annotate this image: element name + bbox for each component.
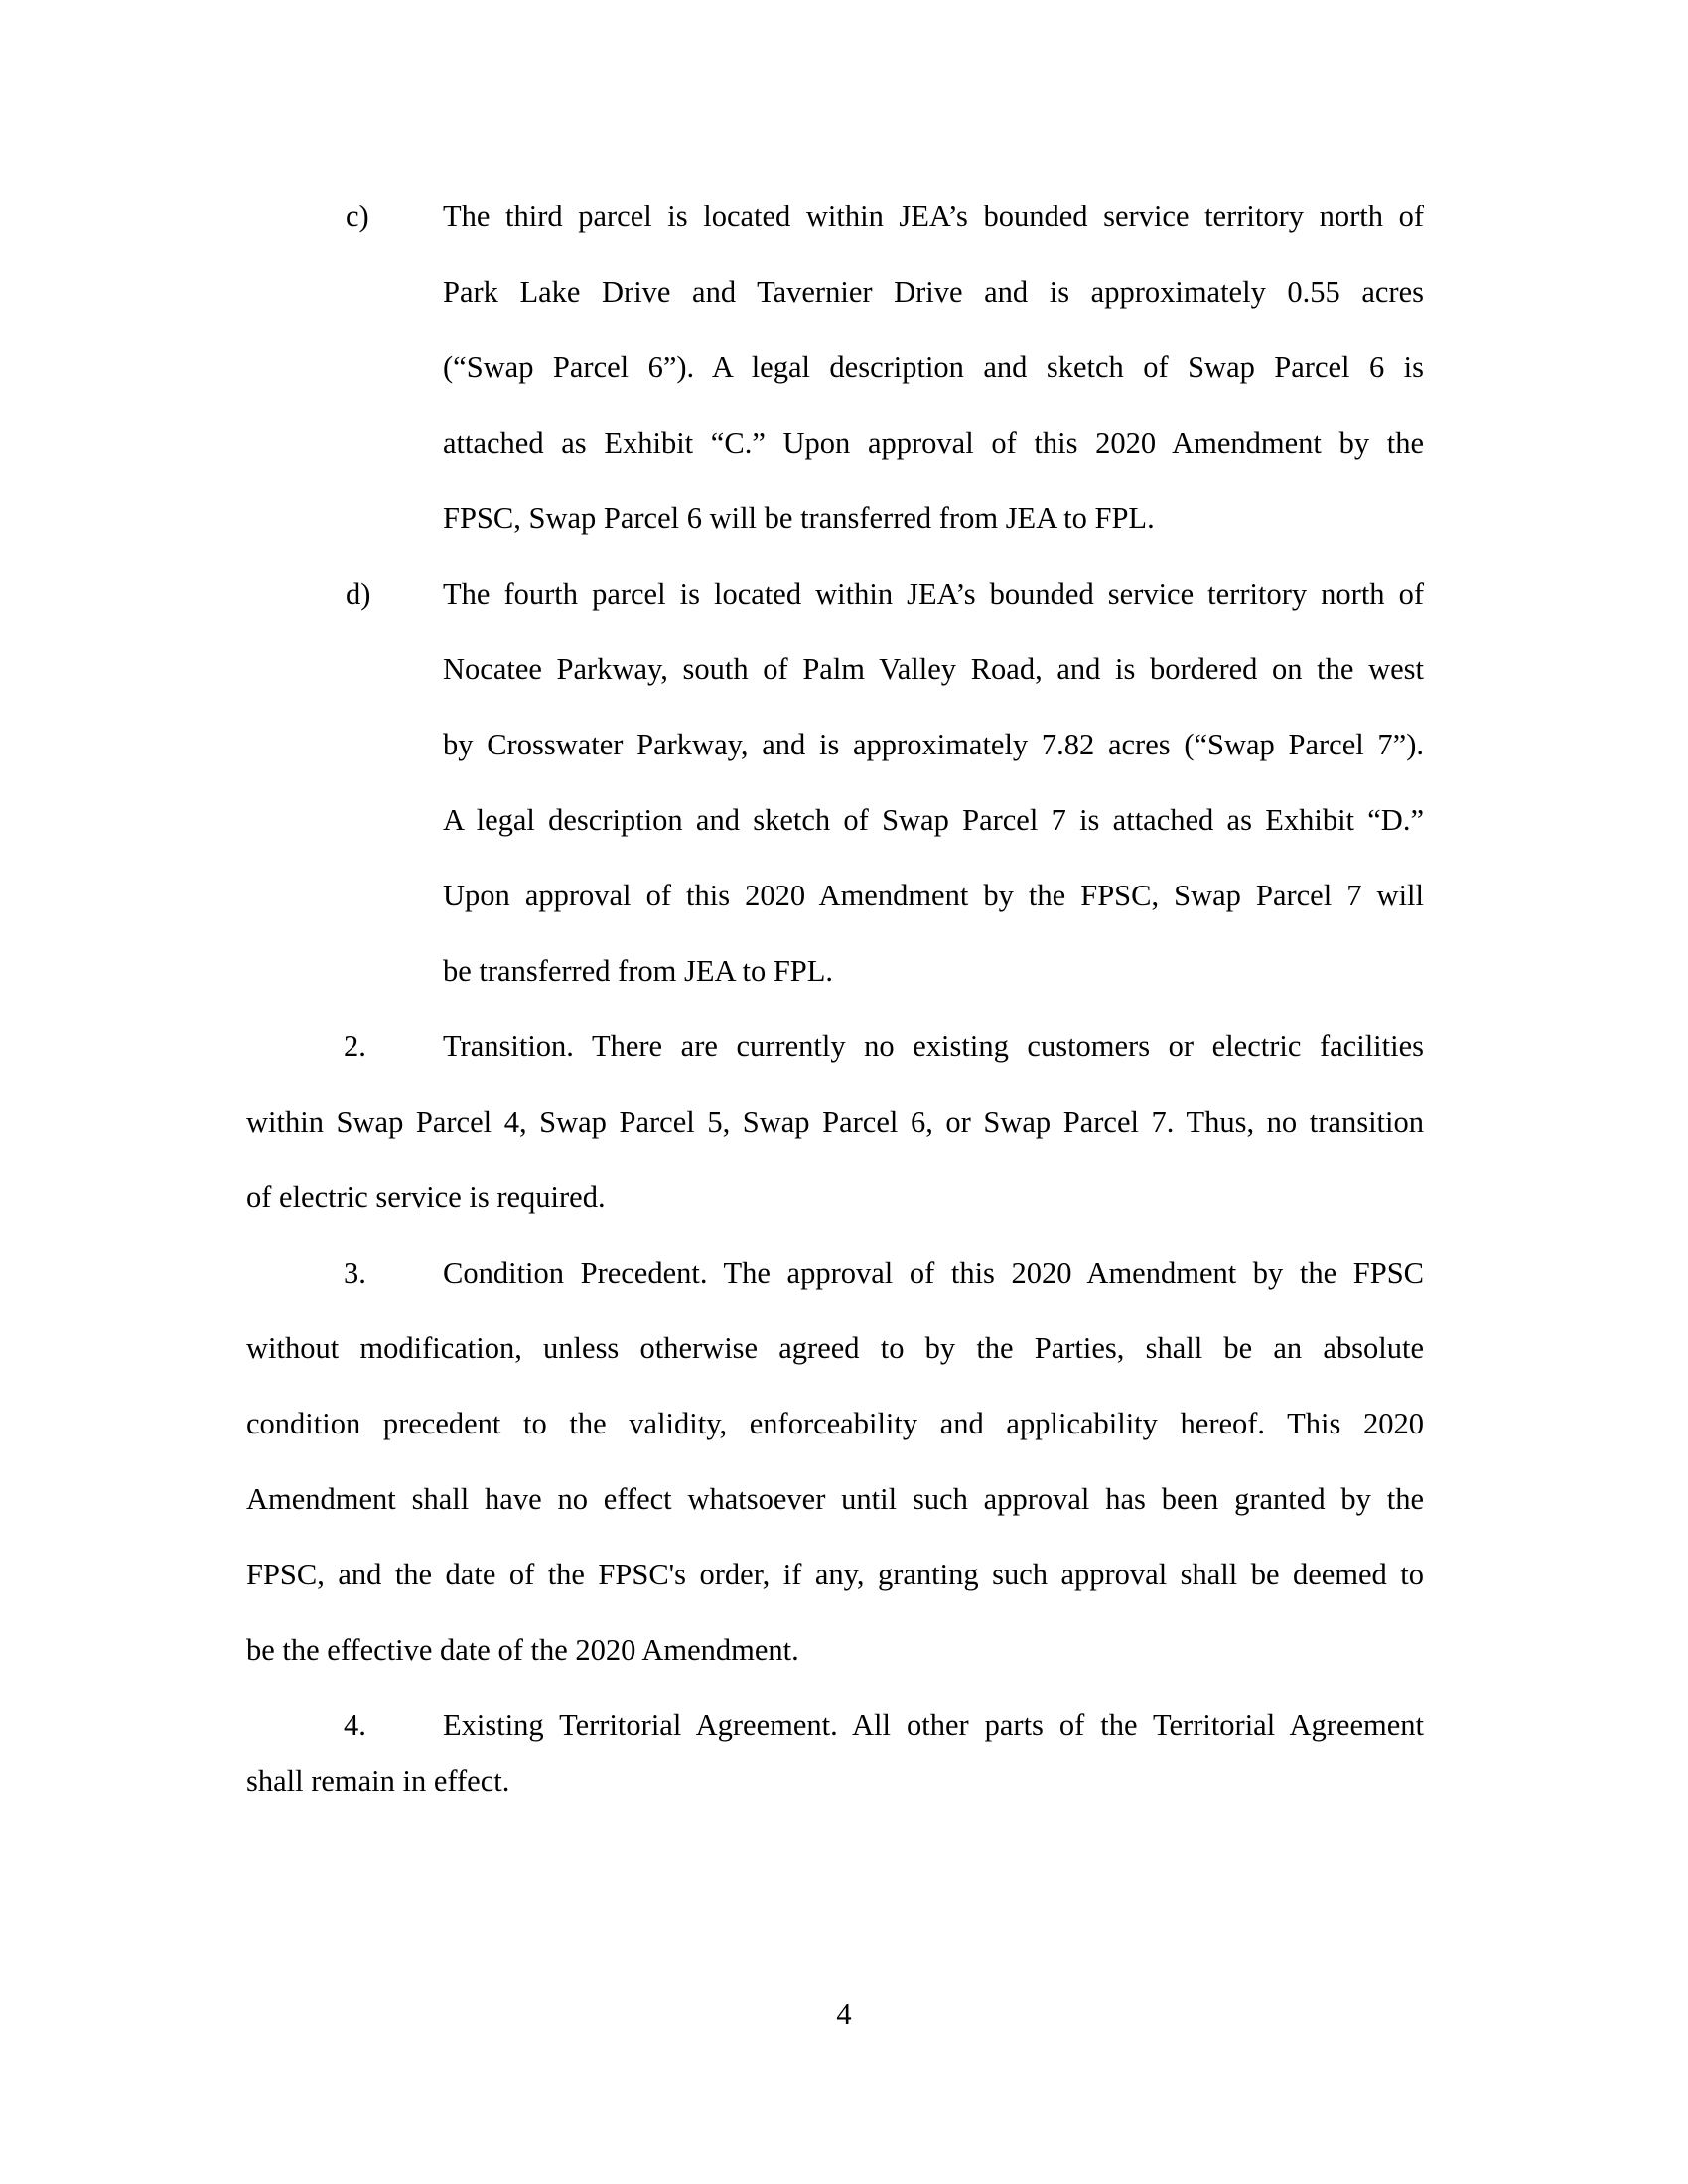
- text-line: Condition Precedent. The approval of this 2020 Amendment by the FPSC: [443, 1256, 1424, 1290]
- text-line: be the effective date of the 2020 Amendment.: [246, 1633, 799, 1667]
- text-line: The fourth parcel is located within JEA’s bounded service territory north of: [443, 577, 1424, 611]
- text-line: Existing Territorial Agreement. All other parts of the Territorial Agreement: [443, 1708, 1424, 1742]
- text-line: Nocatee Parkway, south of Palm Valley Road, and is bordered on the west: [443, 652, 1424, 686]
- section-number: 3.: [344, 1256, 366, 1290]
- text-line: The third parcel is located within JEA’s bounded service territory north of: [443, 200, 1424, 233]
- text-line: Transition. There are currently no existing customers or electric facilities: [443, 1029, 1424, 1063]
- text-line: Park Lake Drive and Tavernier Drive and is approximately 0.55 acres: [443, 275, 1424, 309]
- text-line: A legal description and sketch of Swap Parcel 7 is attached as Exhibit “D.”: [443, 803, 1424, 837]
- text-line: Upon approval of this 2020 Amendment by the FPSC, Swap Parcel 7 will: [443, 879, 1424, 912]
- text-line: FPSC, and the date of the FPSC's order, if any, granting such approval shall be deemed to: [246, 1558, 1424, 1591]
- text-line: condition precedent to the validity, enforceability and applicability hereof. This 2020: [246, 1407, 1424, 1440]
- text-line: FPSC, Swap Parcel 6 will be transferred from JEA to FPL.: [443, 501, 1155, 535]
- text-line: by Crosswater Parkway, and is approximately 7.82 acres (“Swap Parcel 7”).: [443, 728, 1424, 761]
- section-number: 2.: [344, 1029, 366, 1063]
- text-line: attached as Exhibit “C.” Upon approval of this 2020 Amendment by the: [443, 426, 1424, 460]
- text-line: be transferred from JEA to FPL.: [443, 954, 834, 988]
- text-line: without modification, unless otherwise agreed to by the Parties, shall be an absolute: [246, 1331, 1424, 1365]
- text-line: within Swap Parcel 4, Swap Parcel 5, Swap Parcel 6, or Swap Parcel 7. Thus, no transition: [246, 1105, 1424, 1139]
- list-marker: d): [346, 577, 371, 611]
- text-line: (“Swap Parcel 6”). A legal description and sketch of Swap Parcel 6 is: [443, 350, 1424, 384]
- section-number: 4.: [344, 1708, 366, 1742]
- text-line: of electric service is required.: [246, 1180, 606, 1214]
- page-number: 4: [836, 1997, 852, 2031]
- text-line: Amendment shall have no effect whatsoever until such approval has been granted by the: [246, 1482, 1424, 1516]
- list-marker: c): [346, 200, 369, 233]
- text-line: shall remain in effect.: [246, 1764, 510, 1798]
